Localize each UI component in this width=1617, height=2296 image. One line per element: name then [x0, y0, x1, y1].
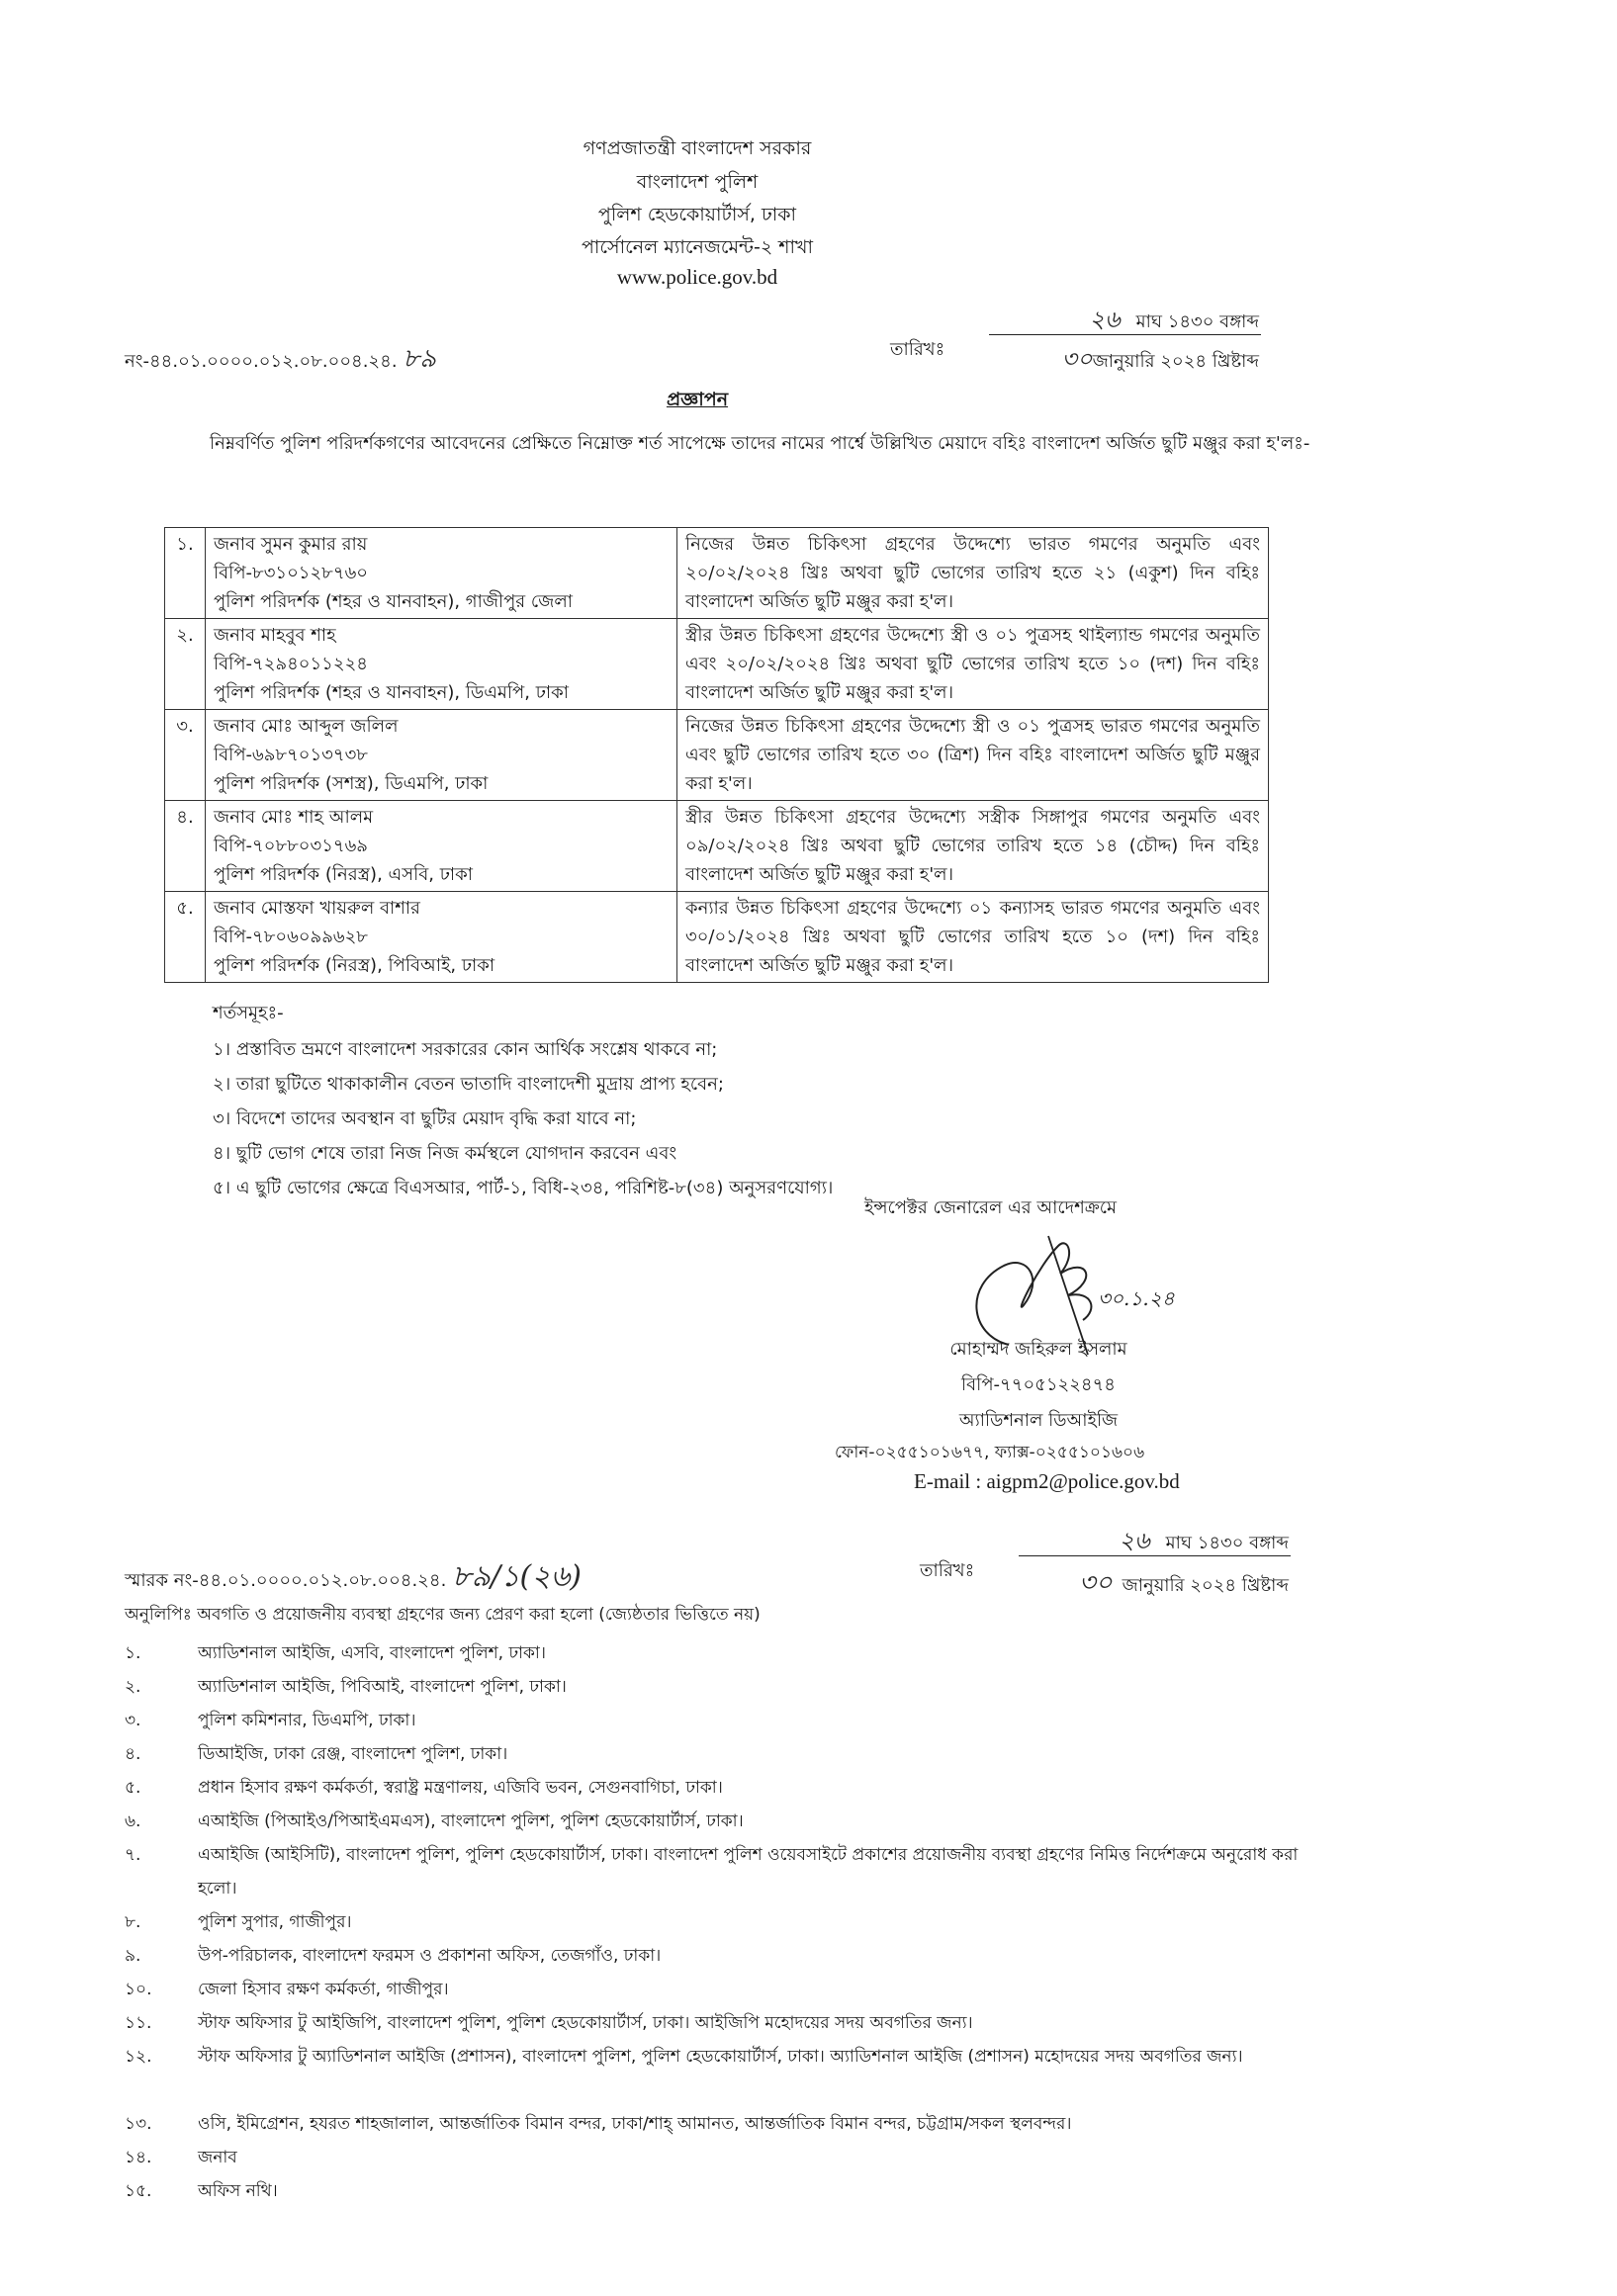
copy-recipient-item: [125, 1939, 1311, 1973]
signatory-name: মোহাম্মদ জহিরুল ইসলাম: [949, 1339, 1127, 1360]
header-website: www.police.gov.bd: [616, 265, 778, 289]
header-line-branch: পার্সোনেল ম্যানেজমেন্ট-২ শাখা: [582, 236, 813, 258]
officer-name: জনাব মাহবুব শাহ: [214, 625, 336, 646]
copy-recipient-number: ১২.: [125, 2047, 152, 2067]
officer-bp: বিপি-৮৩১০১২৮৭৬০: [214, 563, 368, 583]
table-row: [165, 619, 1269, 710]
copy-recipient-number: ৬.: [125, 1811, 141, 1831]
row-serial: ২.: [165, 619, 206, 710]
copy-recipient-text: পুলিশ কমিশনার, ডিএমপি, ঢাকা।: [198, 1711, 416, 1730]
signatory-contact: ফোন-০২৫৫১০১৬৭৭, ফ্যাক্স-০২৫৫১০১৬০৬: [835, 1443, 1145, 1462]
header-line-police: বাংলাদেশ পুলিশ: [636, 171, 759, 193]
header-line-government: গণপ্রজাতন্ত্রী বাংলাদেশ সরকার: [583, 137, 812, 159]
row-officer: [206, 710, 677, 801]
copy-intro: অনুলিপিঃ অবগতি ও প্রয়োজনীয় ব্যবস্থা গ্রহণের জন্য প্রেরণ করা হলো (জ্যেষ্ঠতার ভিত্তিতে নয়): [125, 1605, 761, 1625]
row-details: নিজের উন্নত চিকিৎসা গ্রহণের উদ্দেশ্যে স্ত্রী ও ০১ পুত্রসহ ভারত গমণের অনুমতি এবং ছুটি ভোগের তারিখ হতে ৩০ (ত্রিশ) দিন বহিঃ বাংলাদেশ অর্জিত ছুটি মঞ্জুর করা হ'ল।: [677, 710, 1269, 801]
date-english-day: ৩০: [1061, 345, 1093, 373]
copy-recipient-text: ডিআইজি, ঢাকা রেঞ্জ, বাংলাদেশ পুলিশ, ঢাকা।: [198, 1744, 508, 1764]
copy-recipient-item: [125, 2174, 1311, 2208]
copy-recipient-number: ৩.: [125, 1711, 141, 1730]
copy-recipient-item: [125, 2040, 1311, 2107]
copy-recipient-item: [125, 1704, 1311, 1737]
date-divider: [989, 334, 1261, 335]
copy-memo-date: [920, 1523, 1315, 1598]
officer-name: জনাব মোস্তফা খায়রুল বাশার: [214, 898, 420, 919]
memo-date: [890, 302, 1286, 371]
copy-recipient-item: [125, 1905, 1311, 1939]
copy-date-english-day: ৩০: [1078, 1568, 1113, 1598]
row-serial: ৫.: [165, 892, 206, 983]
officer-bp: বিপি-৭২৯৪০১১২২৪: [214, 654, 368, 674]
officer-post: পুলিশ পরিদর্শক (শহর ও যানবাহন), ডিএমপি, ঢাকা: [214, 682, 569, 703]
officer-name: জনাব সুমন কুমার রায়: [214, 534, 368, 555]
officer-bp: বিপি-৭০৮৮০৩১৭৬৯: [214, 836, 368, 856]
signatory-bp: বিপি-৭৭০৫১২২৪৭৪: [961, 1374, 1116, 1395]
header-line-hq: পুলিশ হেডকোয়ার্টার্স, ঢাকা: [597, 204, 797, 225]
officer-post: পুলিশ পরিদর্শক (শহর ও যানবাহন), গাজীপুর জেলা: [214, 591, 573, 612]
memo-ref-number: নং-৪৪.০১.০০০০.০১২.০৮.০০৪.২৪.: [125, 351, 398, 372]
signature-date: ৩০.১.২৪: [1098, 1286, 1175, 1310]
copy-recipient-number: ১১.: [125, 2013, 152, 2033]
row-officer: [206, 528, 677, 619]
copy-recipient-text: অফিস নথি।: [198, 2181, 278, 2201]
officer-post: পুলিশ পরিদর্শক (সশস্ত্র), ডিএমপি, ঢাকা: [214, 773, 489, 794]
copy-memo-ref: [125, 1552, 582, 1603]
date-english: জানুয়ারি ২০২৪ খ্রিষ্টাব্দ: [1092, 351, 1259, 372]
condition-item: ২। তারা ছুটিতে থাকাকালীন বেতন ভাতাদি বাংলাদেশী মুদ্রায় প্রাপ্য হবেন;: [213, 1074, 724, 1095]
signatory-email: E-mail : aigpm2@police.gov.bd: [914, 1469, 1180, 1493]
copy-recipient-number: ১৪.: [125, 2148, 152, 2167]
copy-recipient-text: উপ-পরিচালক, বাংলাদেশ ফরমস ও প্রকাশনা অফিস, তেজগাঁও, ঢাকা।: [198, 1946, 662, 1966]
row-details: কন্যার উন্নত চিকিৎসা গ্রহণের উদ্দেশ্যে ০১ কন্যাসহ ভারত গমণের অনুমতি এবং ৩০/০১/২০২৪ খ্রিঃ অথবা ছুটি ভোগের তারিখ হতে ১০ (দশ) দিন বহিঃ বাংলাদেশ অর্জিত ছুটি মঞ্জুর করা হ'ল।: [677, 892, 1269, 983]
condition-item: ৪। ছুটি ভোগ শেষে তারা নিজ নিজ কর্মস্থলে যোগদান করবেন এবং: [213, 1143, 677, 1164]
notice-title-wrap: [0, 386, 1394, 417]
copy-recipient-text: এআইজি (পিআইও/পিআইএমএস), বাংলাদেশ পুলিশ, পুলিশ হেডকোয়ার্টার্স, ঢাকা।: [198, 1811, 744, 1831]
row-officer: [206, 892, 677, 983]
copy-date-divider: [1019, 1555, 1291, 1556]
copy-recipient-text: স্টাফ অফিসার টু অ্যাডিশনাল আইজি (প্রশাসন), বাংলাদেশ পুলিশ, পুলিশ হেডকোয়ার্টার্স, ঢাকা। অ্যাডিশনাল আইজি (প্রশাসন) মহোদয়ের সদয় অবগতির জন্য।: [198, 2047, 1243, 2067]
officer-post: পুলিশ পরিদর্শক (নিরস্ত্র), এসবি, ঢাকা: [214, 864, 473, 885]
copy-date-label: তারিখঃ: [920, 1560, 975, 1581]
copy-recipient-number: ১.: [125, 1643, 141, 1663]
condition-item: ৩। বিদেশে তাদের অবস্থান বা ছুটির মেয়াদ বৃদ্ধি করা যাবে না;: [213, 1108, 637, 1129]
copy-recipient-number: ৯.: [125, 1946, 141, 1966]
officer-name: জনাব মোঃ শাহ আলম: [214, 807, 374, 828]
leave-grant-table: [164, 527, 1269, 983]
copy-recipient-text: এআইজি (আইসিটি), বাংলাদেশ পুলিশ, পুলিশ হেডকোয়ার্টার্স, ঢাকা। বাংলাদেশ পুলিশ ওয়েবসাইটে প্রকাশের প্রয়োজনীয় ব্যবস্থা গ্রহণের নিমিত্ত নির্দেশক্রমে অনুরোধ করা হলো।: [198, 1845, 1299, 1899]
table-row: [165, 528, 1269, 619]
copy-recipient-item: [125, 1670, 1311, 1704]
copy-recipient-item: [125, 2141, 1311, 2174]
copy-recipient-text: প্রধান হিসাব রক্ষণ কর্মকর্তা, স্বরাষ্ট্র মন্ত্রণালয়, এজিবি ভবন, সেগুনবাগিচা, ঢাকা।: [198, 1778, 723, 1798]
copy-recipient-number: ২.: [125, 1677, 141, 1697]
date-bangla: মাঘ ১৪৩০ বঙ্গাব্দ: [1135, 311, 1259, 332]
copy-recipient-number: ৭.: [125, 1845, 141, 1865]
row-officer: [206, 619, 677, 710]
copy-recipient-item: [125, 1838, 1311, 1905]
conditions-title: শর্তসমূহঃ-: [213, 1003, 284, 1023]
copy-recipient-text: ওসি, ইমিগ্রেশন, হযরত শাহজালাল, আন্তর্জাতিক বিমান বন্দর, ঢাকা/শাহ্ আমানত, আন্তর্জাতিক বিমান বন্দর, চট্টগ্রাম/সকল স্থলবন্দর।: [198, 2114, 1072, 2134]
copy-recipient-number: ৫.: [125, 1778, 141, 1798]
copy-recipient-number: ৪.: [125, 1744, 141, 1764]
row-details: স্ত্রীর উন্নত চিকিৎসা গ্রহণের উদ্দেশ্যে সস্ত্রীক সিঙ্গাপুর গমণের অনুমতি এবং ০৯/০২/২০২৪ খ্রিঃ অথবা ছুটি ভোগের তারিখ হতে ১৪ (চৌদ্দ) দিন বহিঃ বাংলাদেশ অর্জিত ছুটি মঞ্জুর করা হ'ল।: [677, 801, 1269, 892]
officer-name: জনাব মোঃ আব্দুল জলিল: [214, 716, 399, 737]
row-serial: ৪.: [165, 801, 206, 892]
row-details: স্ত্রীর উন্নত চিকিৎসা গ্রহণের উদ্দেশ্যে স্ত্রী ও ০১ পুত্রসহ থাইল্যান্ড গমণের অনুমতি এবং ২০/০২/২০২৪ খ্রিঃ অথবা ছুটি ভোগের তারিখ হতে ১০ (দশ) দিন বহিঃ বাংলাদেশ অর্জিত ছুটি মঞ্জুর করা হ'ল।: [677, 619, 1269, 710]
copy-memo-ref-handwritten: ৮৯/১(২৬): [452, 1559, 582, 1594]
row-serial: ১.: [165, 528, 206, 619]
officer-post: পুলিশ পরিদর্শক (নিরস্ত্র), পিবিআই, ঢাকা: [214, 955, 495, 976]
copy-date-english: জানুয়ারি ২০২৪ খ্রিষ্টাব্দ: [1122, 1575, 1289, 1596]
copy-recipient-text: অ্যাডিশনাল আইজি, পিবিআই, বাংলাদেশ পুলিশ, ঢাকা।: [198, 1677, 567, 1697]
copy-recipient-number: ১০.: [125, 1980, 152, 1999]
copy-recipient-item: [125, 2107, 1311, 2141]
copy-recipient-item: [125, 1636, 1311, 1670]
copy-recipient-item: [125, 1805, 1311, 1838]
date-label: তারিখঃ: [890, 339, 945, 360]
memo-ref-handwritten: ৮৯: [403, 344, 437, 374]
condition-item: ১। প্রস্তাবিত ভ্রমণে বাংলাদেশ সরকারের কোন আর্থিক সংশ্লেষ থাকবে না;: [213, 1039, 718, 1060]
copy-date-bangla: মাঘ ১৪৩০ বঙ্গাব্দ: [1165, 1533, 1289, 1553]
copy-date-bangla-day: ২৬: [1119, 1527, 1150, 1554]
table-row: [165, 801, 1269, 892]
table-row: [165, 892, 1269, 983]
memo-ref: [125, 338, 436, 382]
condition-item: ৫। এ ছুটি ভোগের ক্ষেত্রে বিএসআর, পার্ট-১, বিধি-২৩৪, পরিশিষ্ট-৮(৩৪) অনুসরণযোগ্য।: [213, 1178, 834, 1198]
date-bangla-day: ২৬: [1089, 306, 1121, 333]
copy-recipient-text: জনাব: [198, 2148, 237, 2167]
notice-title: প্রজ্ঞাপন: [666, 389, 729, 410]
row-serial: ৩.: [165, 710, 206, 801]
copy-recipient-text: স্টাফ অফিসার টু আইজিপি, বাংলাদেশ পুলিশ, পুলিশ হেডকোয়ার্টার্স, ঢাকা। আইজিপি মহোদয়ের সদয় অবগতির জন্য।: [198, 2013, 973, 2033]
copy-recipient-item: [125, 1771, 1311, 1805]
by-order-text: ইন্সপেক্টর জেনারেল এর আদেশক্রমে: [864, 1197, 1118, 1218]
row-officer: [206, 801, 677, 892]
row-details: নিজের উন্নত চিকিৎসা গ্রহণের উদ্দেশ্যে ভারত গমণের অনুমতি এবং ২০/০২/২০২৪ খ্রিঃ অথবা ছুটি ভোগের তারিখ হতে ২১ (একুশ) দিন বহিঃ বাংলাদেশ অর্জিত ছুটি মঞ্জুর করা হ'ল।: [677, 528, 1269, 619]
signatory-designation: অ্যাডিশনাল ডিআইজি: [958, 1410, 1119, 1431]
copy-recipient-text: পুলিশ সুপার, গাজীপুর।: [198, 1912, 352, 1932]
copy-recipient-number: ১৫.: [125, 2181, 152, 2201]
officer-bp: বিপি-৭৮০৬০৯৯৬২৮: [214, 927, 368, 947]
copy-recipient-text: জেলা হিসাব রক্ষণ কর্মকর্তা, গাজীপুর।: [198, 1980, 449, 1999]
copy-recipient-text: অ্যাডিশনাল আইজি, এসবি, বাংলাদেশ পুলিশ, ঢাকা।: [198, 1643, 546, 1663]
intro-paragraph: নিম্নবর্ণিত পুলিশ পরিদর্শকগণের আবেদনের প্রেক্ষিতে নিম্নোক্ত শর্ত সাপেক্ষে তাদের নামের পার্শ্বে উল্লিখিত মেয়াদে বহিঃ বাংলাদেশ অর্জিত ছুটি মঞ্জুর করা হ'লঃ-: [210, 433, 1310, 454]
copy-recipient-number: ৮.: [125, 1912, 141, 1932]
copy-recipient-number: ১৩.: [125, 2114, 152, 2134]
officer-bp: বিপি-৬৯৮৭০১৩৭৩৮: [214, 745, 368, 765]
copy-memo-ref-number: স্মারক নং-৪৪.০১.০০০০.০১২.০৮.০০৪.২৪.: [125, 1570, 447, 1591]
copy-recipient-item: [125, 1737, 1311, 1771]
table-row: [165, 710, 1269, 801]
copy-recipient-item: [125, 2006, 1311, 2040]
copy-recipient-item: [125, 1973, 1311, 2006]
